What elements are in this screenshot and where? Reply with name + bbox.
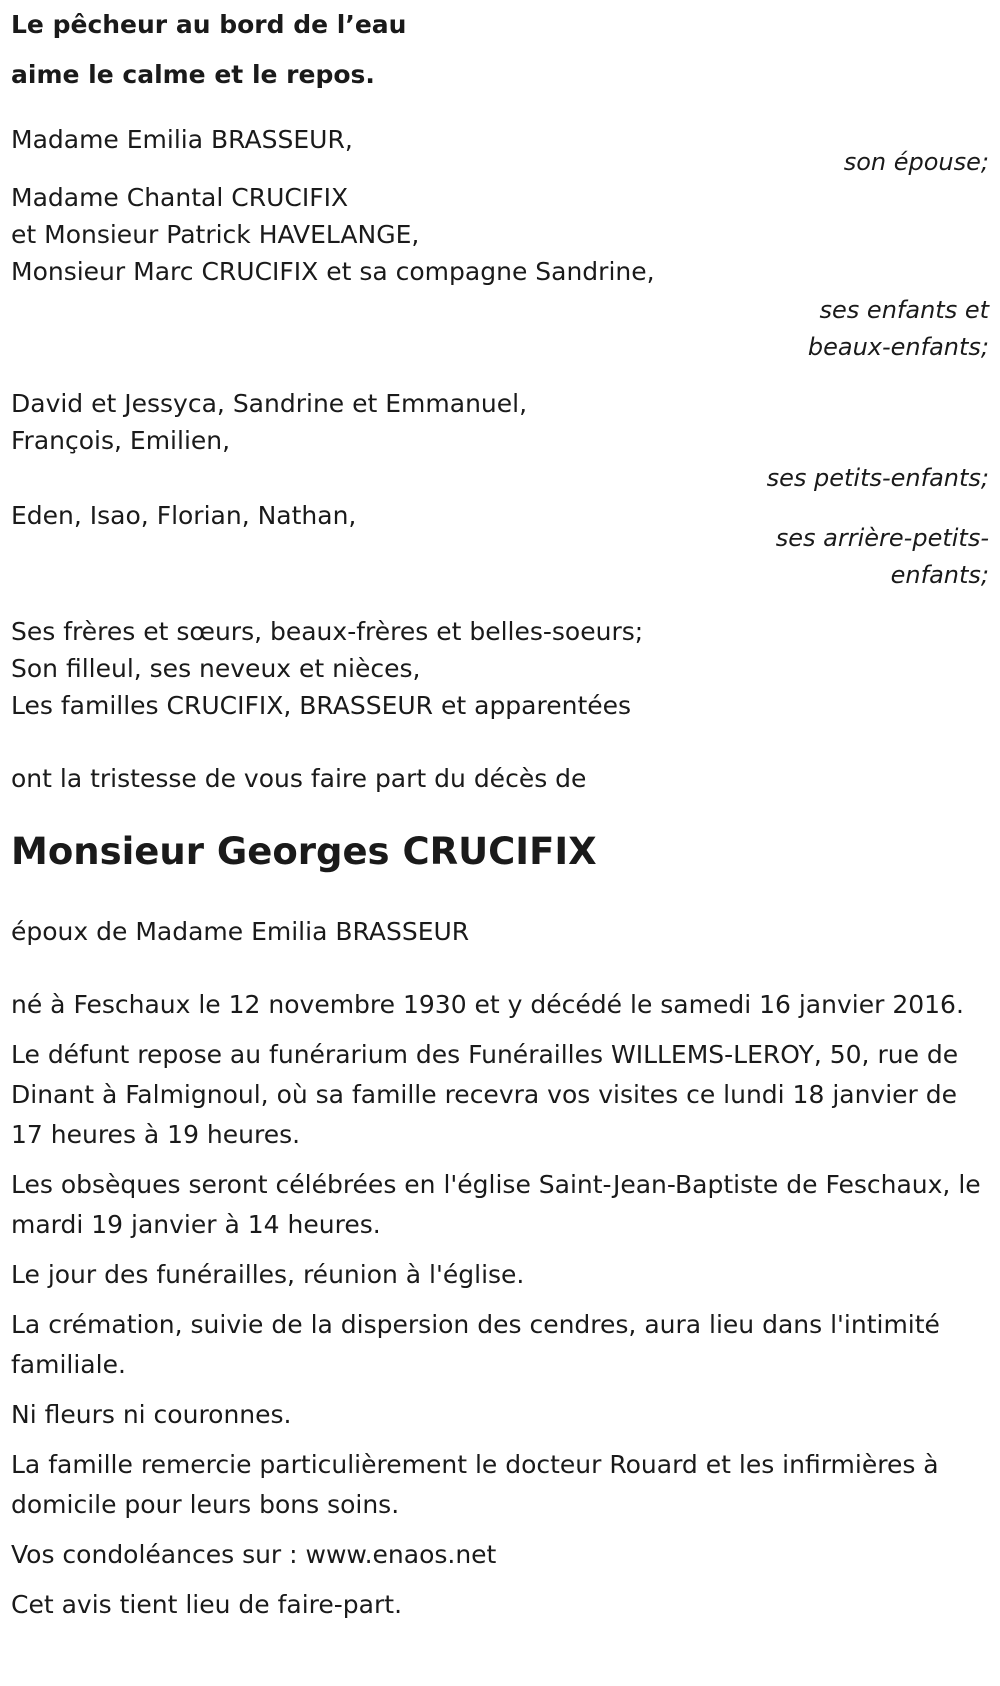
family-great-grandchildren	[11, 496, 989, 595]
notice-details	[11, 985, 986, 1625]
family-name-line: Les familles CRUCIFIX, BRASSEUR et apparentées	[11, 691, 632, 720]
family-role: enfants;	[890, 561, 989, 589]
family-role: ses petits-enfants;	[766, 464, 989, 492]
family-name-line: François, Emilien,	[11, 426, 231, 455]
family-role: son épouse;	[843, 148, 989, 176]
family-name-line: Eden, Isao, Florian, Nathan,	[11, 501, 357, 530]
funerarium-paragraph: Le défunt repose au funérarium des Funérailles WILLEMS-LEROY, 50, rue de Dinant à Falmignoul, où sa famille recevra vos visites ce lundi 18 janvier de 17 heures à 19 heures.	[11, 1040, 959, 1149]
family-role: ses arrière-petits-	[775, 524, 989, 552]
family-name-line: David et Jessyca, Sandrine et Emmanuel,	[11, 389, 528, 418]
epigraph-line: aime le calme et le repos.	[11, 60, 375, 89]
notice-paragraph: Cet avis tient lieu de faire-part.	[11, 1590, 403, 1619]
birth-death-paragraph: né à Feschaux le 12 novembre 1930 et y décédé le samedi 16 janvier 2016.	[11, 990, 964, 1019]
family-name-line: Monsieur Marc CRUCIFIX et sa compagne Sandrine,	[11, 257, 655, 286]
family-name-line: et Monsieur Patrick HAVELANGE,	[11, 220, 420, 249]
deceased-spouse-of: époux de Madame Emilia BRASSEUR	[11, 917, 470, 946]
cremation-paragraph: La crémation, suivie de la dispersion des cendres, aura lieu dans l'intimité familiale.	[11, 1310, 940, 1379]
funeral-service-paragraph: Les obsèques seront célébrées en l'église Saint-Jean-Baptiste de Feschaux, le mardi 19 janvier à 14 heures.	[11, 1170, 981, 1239]
family-name-line: Son filleul, ses neveux et nièces,	[11, 654, 421, 683]
family-role: beaux-enfants;	[807, 333, 989, 361]
family-spouse	[11, 120, 989, 182]
deceased-name: Monsieur Georges CRUCIFIX	[11, 830, 597, 873]
epigraph-line: Le pêcheur au bord de l’eau	[11, 10, 407, 39]
obituary-notice	[11, 0, 989, 1635]
epigraph	[11, 0, 989, 100]
family-name-line: Madame Emilia BRASSEUR,	[11, 125, 353, 154]
condolences-paragraph: Vos condoléances sur : www.enaos.net	[11, 1540, 497, 1569]
thanks-paragraph: La famille remercie particulièrement le docteur Rouard et les infirmières à domicile pour leurs bons soins.	[11, 1450, 939, 1519]
family-grandchildren	[11, 384, 989, 498]
family-children	[11, 178, 989, 367]
announcement-text: ont la tristesse de vous faire part du décès de	[11, 764, 587, 793]
meeting-paragraph: Le jour des funérailles, réunion à l'église.	[11, 1260, 525, 1289]
family-role: ses enfants et	[819, 296, 989, 324]
family-others	[11, 612, 989, 726]
flowers-paragraph: Ni fleurs ni couronnes.	[11, 1400, 292, 1429]
family-name-line: Madame Chantal CRUCIFIX	[11, 183, 349, 212]
family-name-line: Ses frères et sœurs, beaux-frères et belles-soeurs;	[11, 617, 644, 646]
